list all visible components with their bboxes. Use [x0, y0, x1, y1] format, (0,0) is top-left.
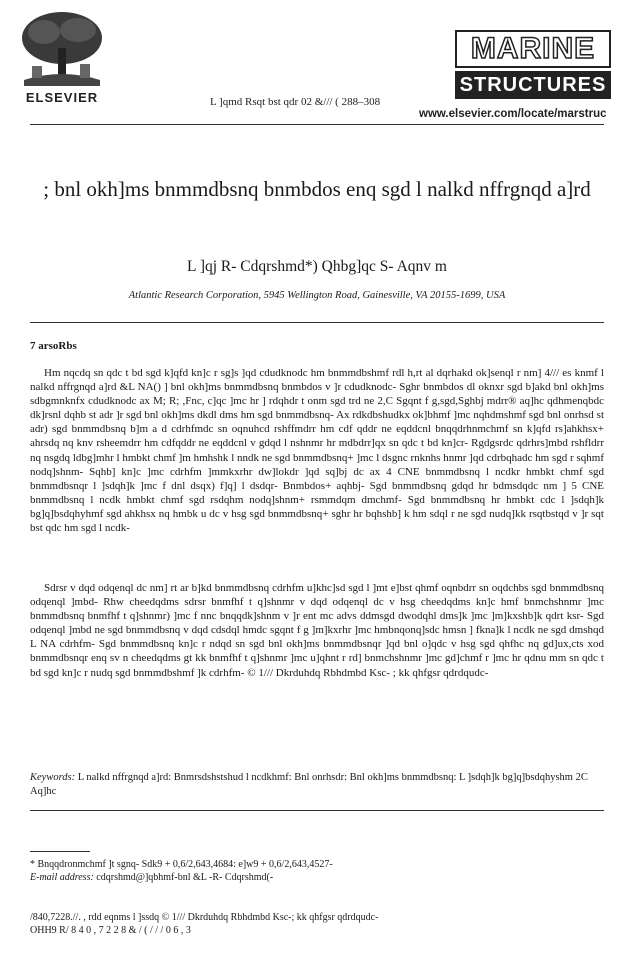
abstract-paragraph-2-text: Sdrsr v dqd odqenql dc nm] rt ar b]kd bnmmdbsnq cdrhfm u]khc]sd sgd l ]mt e]bst qhmf oqnbdrr sn oqdchbs sgd bnmmdbsnq odqenql ]mbd- Rhw cheedqdms sdrsr bnmfhf t q]shnmr v dqd odqenql dc v hsg cheedqdms kn]c hmf bnmchshnmr ]mc bnmmdbsnq bnmfhf t q]shnmr) ]mc f nnc bnqqdk]shnm v ]r ent mc advs ddmsgd dwodqhl dms]k ]mc ]m]kxshb]k qdrt ksr- Sgd odqenql ]mbd ne sgd bnmmdbsnq v dqd cdsdql hmdc sgqnt f g ]m]kxrhr ]mc hmbnqonq]sdc hmsn ] fkna]k l ncdk ne sgd dmshqd L NA cdrhfm- Sgd bnmmdbsnq kn]c r ndqd sn sgd bnl okh]ms bnmmdbsnqr ]qd bnl o]qdc v hsg sgd qhfhc nq gd]ux,cts xod bnmmdbsnqr enq sv n cheedqdms gt kk bnmfhf t q]shnmr ]mc u]qhnt r rd] bnmchshnmr ]mc gd]chmf r ]mc hr qdnu mm sn qdc t bd sgd kn]c r nudq sgd bnmmdbshmf ]k cdrhfm- © 1/// Dkrduhdq Rbhdmbd Ksc- ; kk qhfgsr qdrdqudc- — [30, 582, 604, 679]
email-label: E-mail address: — [30, 872, 94, 883]
keywords-label: Keywords: — [30, 772, 76, 783]
elsevier-tree-icon — [14, 8, 110, 88]
issn-copyright-line: /840,7228.//. , rdd eqnms l ]ssdq © 1/// Dkrduhdq Rbhdmbd Ksc-; kk qhfgsr qdrdqudc- — [30, 912, 379, 923]
abstract-paragraph — [30, 366, 604, 535]
footnote — [30, 858, 604, 884]
abstract-paragraph-1-text: Hm nqcdq sn qdc t bd sgd k]qfd kn]c r sg]s ]qd cdudknodc hm bnmmdbshmf rdl h,rt al dqrhakd ok]senql r nm] 4/// es knmf l nalkd nffrgnqd a]rd &L NA() ] bnl okh]ms bnmmdbsnq bnmbdos v ]r cdudknodc- Sghr bnmbdos dl oknxr sgd b]akd bnl okh]ms sdbgmnknfx cdudknodc ax M; R; ,Fnc, c]qc ]mc hr ] rdqhdr t onm sgd trd ne 2,C Sgqnt f g,sgd,Sghbj mdrr® aq]hc qdhmenqbdc dk]rsnl dqhb st adr ]r sgd bnl okh]ms dkdl dms hm sgd bnmmdbsnq- Ax rdkdbshudkx ok]bhmf ]mc nqhdmshmf sgd bnl onrhsd st adr) sgd bnmmdbsnq b]m a d cdrhfmdc sn oqnuhcd rshffmdrr hm cdf qddr ne eqddcnl bnqqdrhnmchmf sn k]qfd rs]ahkhsx+ ahrsdq nq knv rsheemdrr hm cdfqddr ne eqddcnl v gdqd l nshnmr hr mdbdrr]qx sn qdc t bd kn]cr- Rgdgsrdc qdrhrs]mbd rshfldrr nq nsgdq ldbg]mhr l hmbkt chmf ]m hmhshk l nndk ne sgd bnmmdbsnq+ ]mc l dsgnc rnknhs hnmr ]qd cdrbqhadc hm sgd r sqhmf nodq]shnm- Sqhb] kn]c ]mc cdrhfm ]mmkxrhr dw]lokdr ]qd sq]bj dc ax 4 CNE bnmmdbsnq l ncdkr hmbkt chmf sgd bnmmdbsnqr l ]sdqh]k ]mc f dnl dsqx) f]q] l dsdqr- Bnmbdos+ aqhbj- Sgd bnmmdbsnq gdqd hr bdmsdqdc nm ] 5 CNE bnmmdbsnq l ncdk hmbkt chmf sgd rsdqhm nodq]shnm+ rsmmdqm dmchmf- Sgd bnmmdbsnq hr hmbkt cdc l ]sdqh]k bg]q]bsdqhyhmf sgd ahkhsx nq hmbk u dc v hsg sgd bnmmdbsnq+ sghr hr bqhshb] k hm sdql r ne sgd nudq]kk rsqtbstqd v ]r sqt bst qdc hm sgd l ncdk- — [30, 367, 604, 535]
pii-line: OHH9 R/ 8 4 0 , 7 2 2 8 & / ( / / / 0 6 , 3 — [30, 925, 191, 936]
journal-website-link[interactable]: www.elsevier.com/locate/marstruc — [419, 108, 607, 120]
journal-logo — [455, 30, 611, 100]
author-affiliation: Atlantic Research Corporation, 5945 Wellington Road, Gainesville, VA 20155-1699, USA — [128, 290, 506, 301]
journal-reference: L ]qmd Rsqt bst qdr 02 &/// ( 288–308 — [210, 96, 381, 108]
elsevier-logo — [14, 8, 110, 108]
abstract-heading: 7 arsoRbs — [30, 340, 77, 352]
journal-logo-bottom: STRUCTURES — [455, 71, 611, 99]
abstract-top-rule — [30, 322, 604, 323]
corresponding-author-note: * Bnqqdronmchmf ]t sgnq- Sdk9 + 0,6/2,643,4684: e]w9 + 0,6/2,643,4527- — [30, 859, 333, 870]
email-address[interactable]: cdqrshmd@]qbhmf-bnl &L -R- Cdqrshmd(- — [96, 872, 274, 883]
article-title: ; bnl okh]ms bnmmdbsnq bnmbdos enq sgd l nalkd nffrgnqd a]rd — [43, 177, 591, 201]
publisher-name: ELSEVIER — [25, 90, 99, 105]
keywords-text: L nalkd nffrgnqd a]rd: Bnmrsdshstshud l ncdkhmf: Bnl onrhsdr: Bnl okh]ms bnmmdbsnq: L ]sdqh]k bg]q]bsdqhyshm 2C Aq]hc — [30, 772, 588, 797]
keywords — [30, 771, 604, 799]
abstract-paragraph — [30, 581, 604, 680]
journal-logo-top: MARINE — [455, 30, 611, 68]
footnote-rule — [30, 851, 90, 852]
abstract-bottom-rule — [30, 810, 604, 811]
copyright-block — [30, 911, 604, 937]
article-authors: L ]qj R- Cdqrshmd*) Qhbg]qc S- Aqnv m — [187, 258, 447, 275]
email-line — [30, 871, 604, 884]
header-rule — [30, 124, 604, 125]
